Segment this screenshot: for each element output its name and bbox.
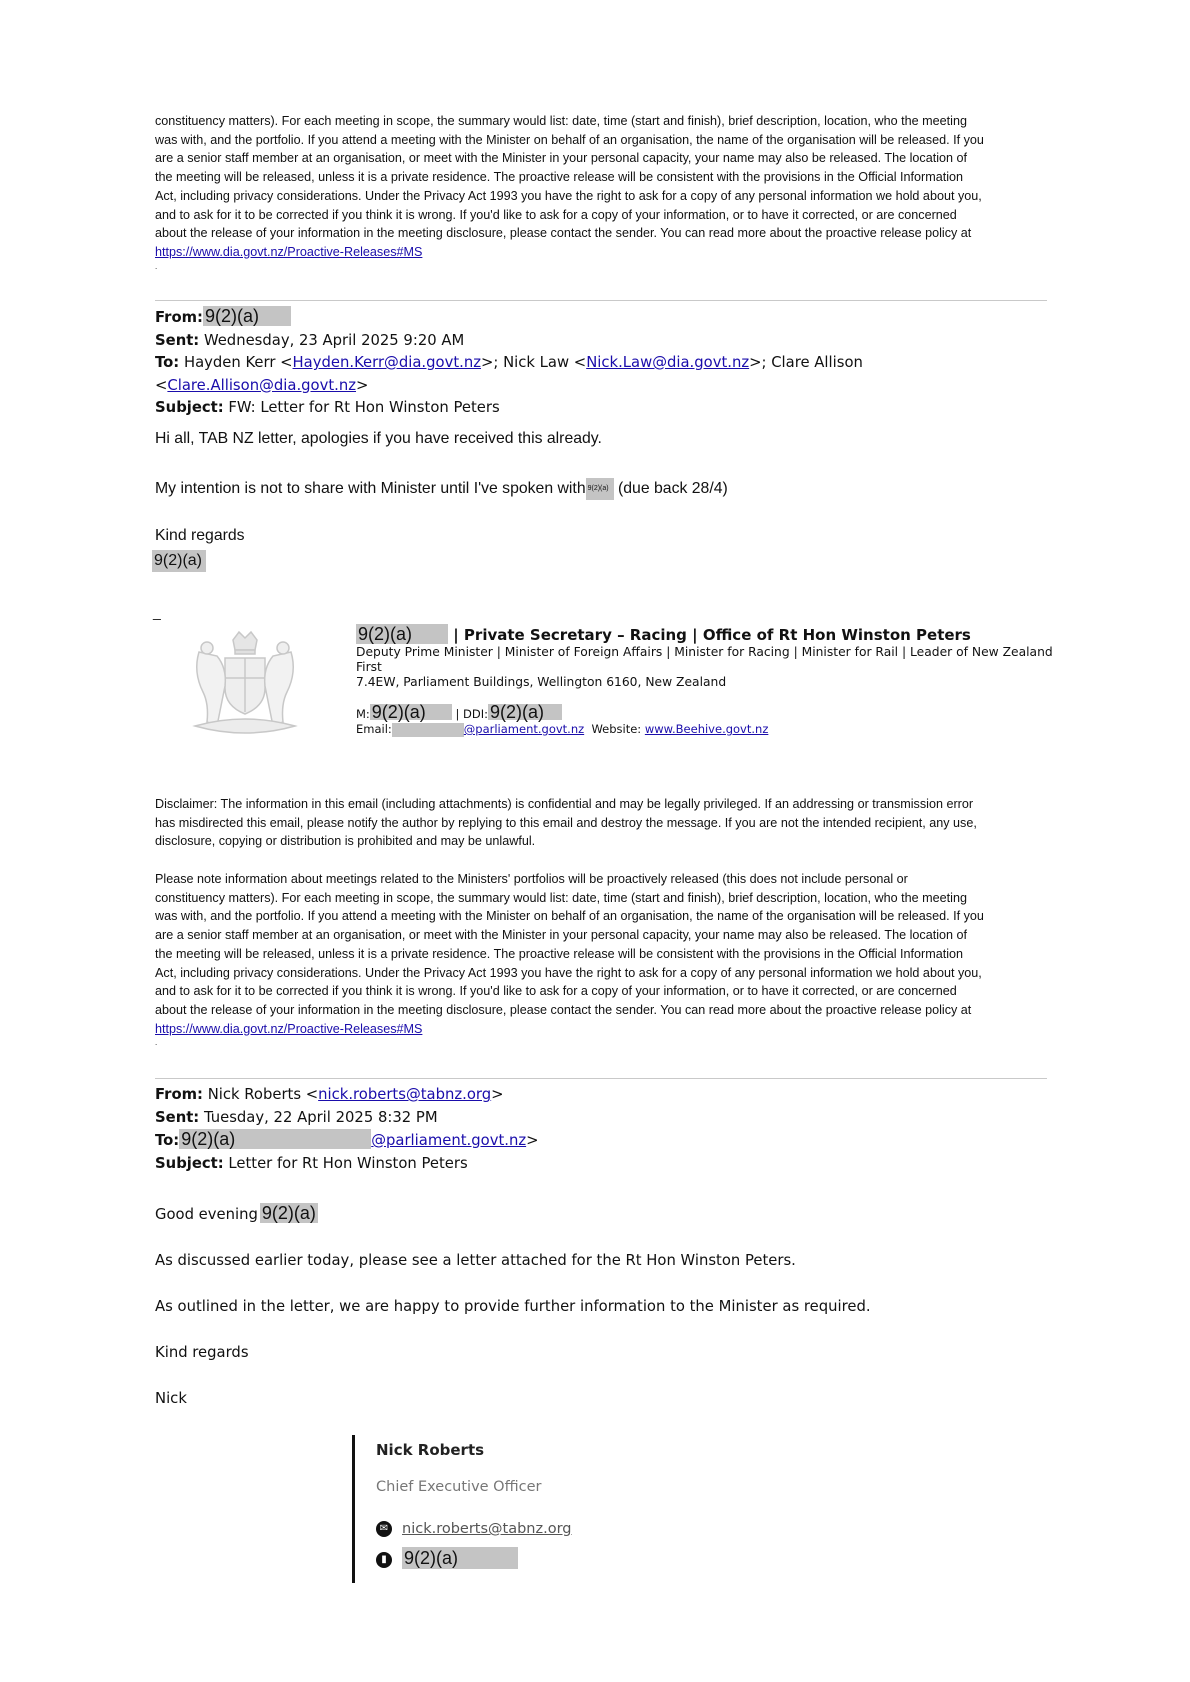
notice-line: are a senior staff member at an organisation, or meet with the Minister in your personal capacity, your name may also be released. The location of — [155, 928, 968, 943]
website-link[interactable]: www.Beehive.govt.nz — [644, 722, 769, 736]
dot: . — [155, 261, 158, 271]
subject-value: Letter for Rt Hon Winston Peters — [228, 1154, 468, 1172]
notice-line: was with, and the portfolio. If you attend a meeting with the Minister on behalf of an organisation, the name of the organisation will be released. If you — [155, 909, 984, 924]
email-link[interactable]: Clare.Allison@dia.govt.nz — [167, 376, 357, 394]
from-label: From: — [155, 309, 203, 326]
dash: _ — [153, 604, 161, 620]
disclaimer-line: Disclaimer: The information in this email (including attachments) is confidential and may be legally privileged. If an addressing or transmission error — [155, 797, 974, 811]
signature-bar — [352, 1435, 355, 1583]
email-label: Email: — [356, 722, 392, 736]
signature-phone-row — [356, 704, 1076, 722]
disclaimer-line: has misdirected this email, please notify the author by replying to this email and destroy the message. If you are not the intended recipient, any use, — [155, 815, 977, 830]
redaction: 9(2)(a) — [261, 1203, 316, 1223]
top-notice — [155, 112, 1055, 272]
email-link[interactable]: Nick.Law@dia.govt.nz — [586, 354, 750, 371]
redaction — [392, 723, 464, 737]
sender-redaction — [152, 550, 206, 572]
notice-2 — [155, 870, 1055, 1048]
redaction: 9(2)(a) — [356, 624, 448, 644]
to-label: To: — [155, 354, 180, 371]
office-signature — [356, 624, 1076, 737]
signature-title: | Private Secretary – Racing | Office of Rt Hon Winston Peters — [453, 626, 971, 644]
dot: . — [155, 1038, 158, 1048]
subject-row — [155, 1153, 1055, 1176]
m-label: M: — [356, 707, 370, 721]
notice-line: the meeting will be released, unless it is a private residence. The proactive release will be consistent with the provisions in the Official Information — [155, 170, 964, 185]
nz-coat-of-arms-icon — [185, 622, 305, 740]
body-text: My intention is not to share with Minister until I've spoken with — [155, 480, 586, 498]
redaction: 9(2)(a) — [152, 550, 206, 572]
sent-value: Wednesday, 23 April 2025 9:20 AM — [203, 331, 465, 349]
sig-email-link[interactable]: nick.roberts@tabnz.org — [402, 1521, 572, 1537]
kind-regards: Kind regards — [155, 527, 245, 544]
to-text: >; Clare Allison < — [155, 354, 863, 394]
notice-line: and to ask for it to be corrected if you think it is wrong. If you'd like to ask for a copy of your information, or to have it corrected, or are concerned — [155, 984, 957, 999]
divider — [155, 1078, 1047, 1079]
sig-email-row — [376, 1519, 572, 1539]
sig-phone-row — [376, 1547, 572, 1571]
notice-line: Act, including privacy considerations. Under the Privacy Act 1993 you have the right to ask for a copy of any personal information we hold about you, — [155, 188, 982, 203]
notice-line: about the release of your information in the meeting disclosure, please contact the sender. You can read more about the proactive release policy at — [155, 1002, 972, 1017]
sig-title: Chief Executive Officer — [376, 1479, 542, 1495]
subject-value: FW: Letter for Rt Hon Winston Peters — [228, 399, 500, 416]
envelope-icon: ✉ — [376, 1521, 392, 1537]
disclaimer — [155, 795, 1055, 851]
signature-title-row — [356, 624, 1076, 645]
redaction: 9(2)(a) — [370, 704, 452, 720]
notice-line: constituency matters). For each meeting in scope, the summary would list: date, time (start and finish), brief description, location, who the meeting — [155, 890, 967, 905]
to-row — [155, 352, 1055, 397]
notice-line: Act, including privacy considerations. Under the Privacy Act 1993 you have the right to ask for a copy of any personal information we hold about you, — [155, 965, 982, 980]
sig-name: Nick Roberts — [376, 1441, 485, 1459]
proactive-release-link[interactable]: https://www.dia.govt.nz/Proactive-Releases#MS — [155, 244, 423, 259]
to-text: Hayden Kerr < — [183, 354, 293, 371]
redaction: 9(2)(a) — [402, 1547, 518, 1569]
notice-line: Please note information about meetings related to the Ministers' portfolios will be proactively released (this does not include personal or — [155, 872, 908, 886]
to-text: >; Nick Law < — [480, 354, 587, 371]
notice-line: are a senior staff member at an organisation, or meet with the Minister in your personal capacity, your name may also be released. The location of — [155, 151, 968, 166]
kind-regards: Kind regards — [155, 1344, 249, 1361]
sent-value: Tuesday, 22 April 2025 8:32 PM — [203, 1108, 438, 1126]
sent-row — [155, 1107, 1055, 1130]
sent-label: Sent: — [155, 331, 200, 349]
email-link[interactable]: @parliament.govt.nz — [371, 1132, 527, 1149]
redaction: 9(2)(a) — [203, 306, 291, 326]
from-label: From: — [155, 1086, 203, 1103]
notice-line: was with, and the portfolio. If you attend a meeting with the Minister on behalf of an organisation, the name of the organisation will be released. If you — [155, 132, 984, 147]
email1-body-line: Hi all, TAB NZ letter, apologies if you have received this already. — [155, 430, 602, 447]
redaction: 9(2)(a) — [488, 704, 562, 720]
proactive-release-link[interactable]: https://www.dia.govt.nz/Proactive-Releases#MS — [155, 1021, 423, 1036]
email-link[interactable]: Hayden.Kerr@dia.govt.nz — [292, 354, 481, 371]
from-name: Nick Roberts < — [207, 1086, 319, 1103]
to-row — [155, 1129, 1055, 1153]
from-row — [155, 306, 1055, 330]
sender-name: Nick — [155, 1390, 187, 1407]
to-text: > — [356, 376, 369, 394]
email-link[interactable]: nick.roberts@tabnz.org — [318, 1086, 492, 1103]
divider — [155, 300, 1047, 301]
redaction: 9(2)(a) — [179, 1129, 371, 1149]
notice-line: and to ask for it to be corrected if you think it is wrong. If you'd like to ask for a copy of your information, or to have it corrected, or are concerned — [155, 207, 957, 222]
sent-row — [155, 330, 1055, 353]
signature-address: 7.4EW, Parliament Buildings, Wellington 6160, New Zealand — [356, 675, 727, 689]
ddi-label: | DDI: — [455, 707, 488, 721]
to-close: > — [526, 1132, 539, 1149]
subject-row — [155, 397, 1055, 420]
sent-label: Sent: — [155, 1108, 200, 1126]
email1-body-line — [155, 478, 728, 500]
from-close: > — [491, 1086, 504, 1103]
email-link[interactable]: @parliament.govt.nz — [463, 722, 585, 736]
signature-email-row — [356, 722, 1076, 737]
email2-greeting — [155, 1203, 318, 1227]
notice-line: the meeting will be released, unless it is a private residence. The proactive release will be consistent with the provisions in the Official Information — [155, 946, 964, 961]
website-label: Website: — [591, 722, 642, 736]
email2-para: As outlined in the letter, we are happy to provide further information to the Minister as required. — [155, 1298, 871, 1315]
nick-signature — [376, 1440, 572, 1571]
signature-roles: Deputy Prime Minister | Minister of Foreign Affairs | Minister for Racing | Minister for Rail | Leader of New Zealand First — [356, 645, 1053, 674]
subject-label: Subject: — [155, 399, 224, 416]
notice-line: about the release of your information in the meeting disclosure, please contact the sender. You can read more about the proactive release policy at — [155, 226, 972, 241]
to-label: To: — [155, 1132, 180, 1149]
email1-header — [155, 306, 1055, 420]
email2-header — [155, 1084, 1055, 1175]
redaction: 9(2)(a) — [586, 478, 614, 500]
subject-label: Subject: — [155, 1154, 224, 1172]
disclaimer-line: disclosure, copying or distribution is prohibited and may be unlawful. — [155, 834, 536, 849]
email2-para: As discussed earlier today, please see a letter attached for the Rt Hon Winston Peters. — [155, 1252, 796, 1269]
body-text: (due back 28/4) — [618, 480, 728, 498]
notice-line: constituency matters). For each meeting in scope, the summary would list: date, time (start and finish), brief description, location, who the meeting — [155, 114, 967, 128]
from-row — [155, 1084, 1055, 1107]
greeting-text: Good evening — [155, 1206, 258, 1223]
phone-icon: ▮ — [376, 1552, 392, 1568]
